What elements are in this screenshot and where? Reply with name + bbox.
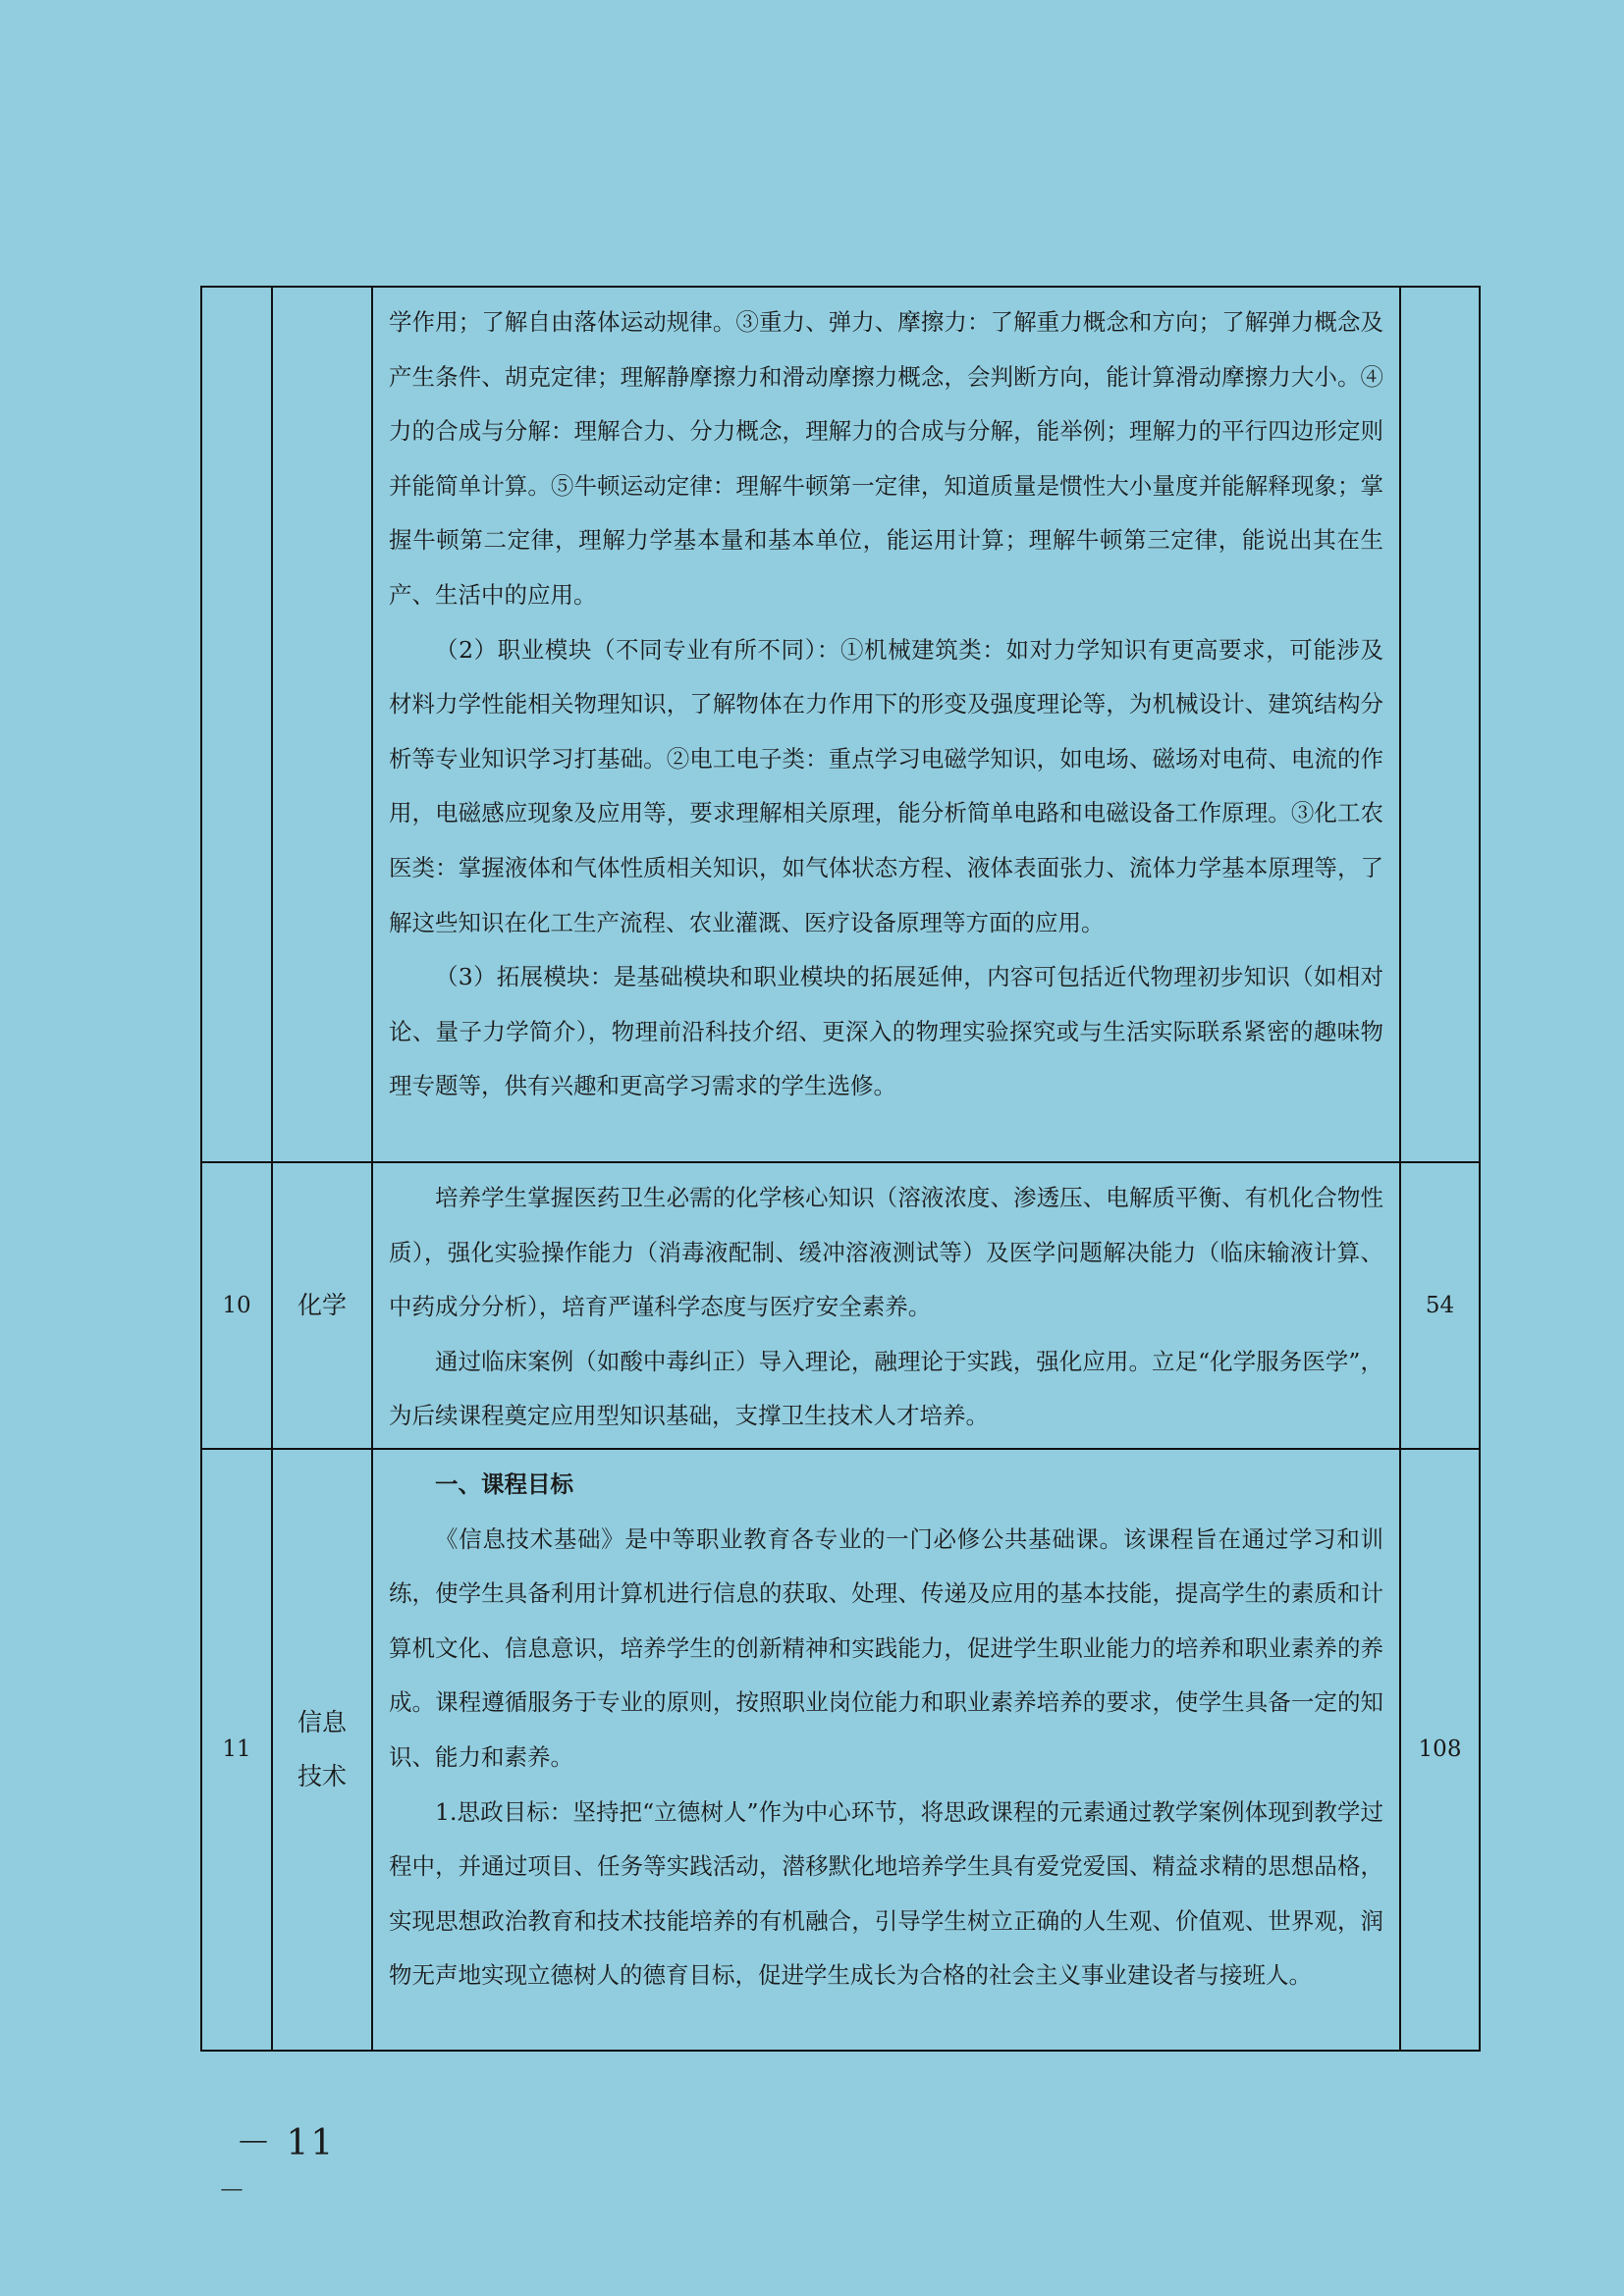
course-content-cell bbox=[372, 287, 1400, 1162]
table-row bbox=[201, 1449, 1480, 2051]
section-heading: 一、课程目标 bbox=[435, 1469, 573, 1498]
content-paragraph: （2）职业模块（不同专业有所不同）：①机械建筑类：如对力学知识有更高要求，可能涉及材料力学性能相关物理知识，了解物体在力作用下的形变及强度理论等，为机械设计、建筑结构分析等专业知识学习打基础。②电工电子类：重点学习电磁学知识，如电场、磁场对电荷、电流的作用，电磁感应现象及应用等，要求理解相关原理，能分析简单电路和电磁设备工作原理。③化工农医类：掌握液体和气体性质相关知识，如气体状态方程、液体表面张力、流体力学基本原理等，了解这些知识在化工生产流程、农业灌溉、医疗设备原理等方面的应用。 bbox=[389, 635, 1383, 936]
course-name-line: 技术 bbox=[297, 1762, 347, 1791]
row-number-cell bbox=[201, 287, 272, 1162]
row-number-cell: 11 bbox=[201, 1449, 272, 2051]
content-paragraph: 培养学生掌握医药卫生必需的化学核心知识（溶液浓度、渗透压、电解质平衡、有机化合物性质），强化实验操作能力（消毒液配制、缓冲溶液测试等）及医学问题解决能力（临床输液计算、中药成分分析），培育严谨科学态度与医疗安全素养。 bbox=[389, 1184, 1383, 1321]
table-row bbox=[201, 287, 1480, 1162]
content-paragraph: 通过临床案例（如酸中毒纠正）导入理论，融理论于实践，强化应用。立足“化学服务医学”，为后续课程奠定应用型知识基础，支撑卫生技术人才培养。 bbox=[389, 1347, 1383, 1430]
hours-cell bbox=[1400, 287, 1480, 1162]
course-name-cell bbox=[272, 1449, 372, 2051]
course-name-cell bbox=[272, 287, 372, 1162]
content-paragraph: 1.思政目标：坚持把“立德树人”作为中心环节，将思政课程的元素通过教学案例体现到教学过程中，并通过项目、任务等实践活动，潜移默化地培养学生具有爱党爱国、精益求精的思想品格，实现思想政治教育和技术技能培养的有机融合，引导学生树立正确的人生观、价值观、世界观，润物无声地实现立德树人的德育目标，促进学生成长为合格的社会主义事业建设者与接班人。 bbox=[389, 1797, 1383, 1990]
page-number-dash: － bbox=[218, 2174, 246, 2207]
page-number: － 11 bbox=[236, 2123, 336, 2163]
table-row bbox=[201, 1162, 1480, 1449]
content-paragraph: （3）拓展模块：是基础模块和职业模块的拓展延伸，内容可包括近代物理初步知识（如相对论、量子力学简介），物理前沿科技介绍、更深入的物理实验探究或与生活实际联系紧密的趣味物理专题等，供有兴趣和更高学习需求的学生选修。 bbox=[389, 963, 1383, 1100]
course-content-cell bbox=[372, 1449, 1400, 2051]
content-paragraph: 学作用；了解自由落体运动规律。③重力、弹力、摩擦力：了解重力概念和方向；了解弹力概念及产生条件、胡克定律；理解静摩擦力和滑动摩擦力概念，会判断方向，能计算滑动摩擦力大小。④力的合成与分解：理解合力、分力概念，理解力的合成与分解，能举例；理解力的平行四边形定则并能简单计算。⑤牛顿运动定律：理解牛顿第一定律，知道质量是惯性大小量度并能解释现象；掌握牛顿第二定律，理解力学基本量和基本单位，能运用计算；理解牛顿第三定律，能说出其在生产、生活中的应用。 bbox=[389, 308, 1383, 609]
course-name-line: 信息 bbox=[297, 1708, 347, 1737]
hours-cell: 108 bbox=[1400, 1449, 1480, 2051]
content-paragraph: 《信息技术基础》是中等职业教育各专业的一门必修公共基础课。该课程旨在通过学习和训练，使学生具备利用计算机进行信息的获取、处理、传递及应用的基本技能，提高学生的素质和计算机文化、信息意识，培养学生的创新精神和实践能力，促进学生职业能力的培养和职业素养的养成。课程遵循服务于专业的原则，按照职业岗位能力和职业素养培养的要求，使学生具备一定的知识、能力和素养。 bbox=[389, 1524, 1383, 1771]
hours-cell: 54 bbox=[1400, 1162, 1480, 1449]
course-content-cell bbox=[372, 1162, 1400, 1449]
curriculum-table bbox=[200, 286, 1481, 2052]
course-name-cell: 化学 bbox=[272, 1162, 372, 1449]
row-number-cell: 10 bbox=[201, 1162, 272, 1449]
